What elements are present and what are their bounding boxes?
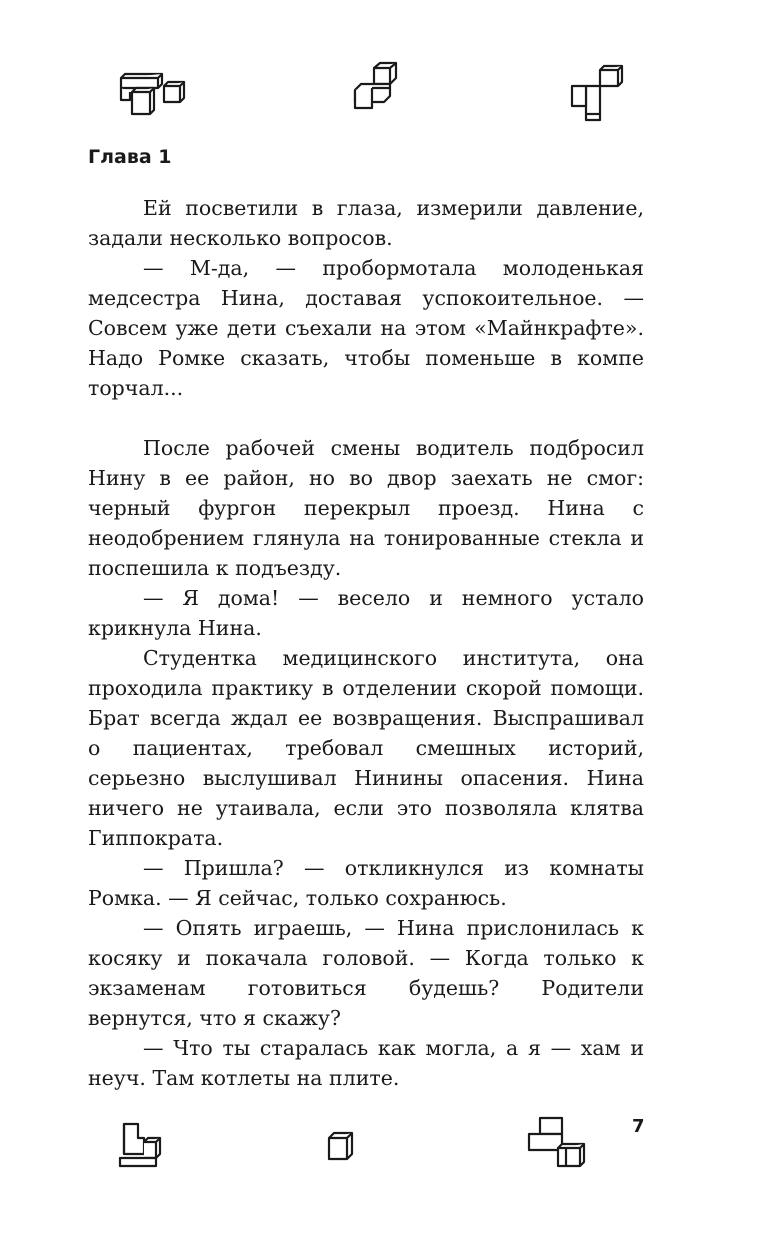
blocks-bottom-right-icon [526, 1114, 592, 1172]
blocks-bottom-center-icon [326, 1130, 358, 1164]
paragraph: — Пришла? — откликнулся из комнаты Ромка. — Я сейчас, только сохранюсь. [88, 856, 644, 910]
paragraph: — М-да, — пробормотала молоденькая медсестра Нина, доставая успокоительное. — Совсем уже дети съехали на этом «Майнкрафте». Надо Ромке сказать, чтобы поменьше в компе торчал... [88, 256, 644, 400]
paragraph: Ей посветили в глаза, измерили давление, задали несколько вопросов. [88, 196, 644, 250]
blocks-top-center-icon [350, 60, 402, 112]
paragraph: Студентка медицинского института, она проходила практику в отделении скорой помощи. Брат всегда ждал ее возвращения. Выспрашивал о пациентах, требовал смешных историй, серьезно выслушивал Нинины опасения. Нина ничего не утаивала, если это позволяла клятва Гиппократа. [88, 646, 644, 850]
body-text [88, 193, 644, 1093]
paragraph: — Опять играешь, — Нина прислонилась к косяку и покачала головой. — Когда только к экзаменам готовиться будешь? Родители вернутся, что я скажу? [88, 916, 644, 1030]
blocks-top-left-icon [118, 68, 190, 118]
paragraph: — Я дома! — весело и немного устало крикнула Нина. [88, 586, 644, 640]
page-number: 7 [632, 1116, 645, 1137]
chapter-title: Глава 1 [88, 146, 172, 168]
paragraph: После рабочей смены водитель подбросил Нину в ее район, но во двор заехать не смог: черный фургон перекрыл проезд. Нина с неодобрением глянула на тонированные стекла и поспешила к подъезду. [88, 436, 644, 580]
blocks-top-right-icon [568, 64, 628, 124]
paragraph: — Что ты старалась как могла, а я — хам и неуч. Там котлеты на плите. [88, 1036, 644, 1090]
blocks-bottom-left-icon [116, 1120, 172, 1170]
